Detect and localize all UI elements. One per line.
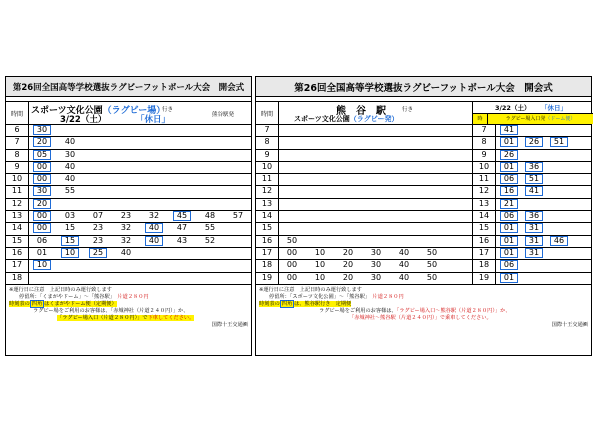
- right-note-5b: 乗車してください。: [444, 314, 492, 321]
- departure-minute: 06: [36, 235, 48, 245]
- departure-minute: 10: [314, 272, 326, 282]
- departure-minute: 40: [398, 272, 410, 282]
- left-note-5a: 「ラグビー場入口（片道２８０円）」で: [57, 314, 148, 321]
- right-notes: [256, 285, 591, 331]
- departure-minute: 30: [370, 247, 382, 257]
- sub-departure-minute: 01: [500, 137, 518, 147]
- left-header: [6, 102, 251, 125]
- left-row-hour: 12: [6, 199, 29, 210]
- right-sub-minutes: [496, 211, 591, 222]
- right-row-hour: 11: [256, 174, 279, 185]
- left-note-2: [9, 294, 248, 301]
- right-row-hour: 13: [256, 199, 279, 210]
- sub-departure-minute: 31: [525, 248, 543, 258]
- left-row: [6, 260, 251, 272]
- departure-minute: 23: [120, 211, 132, 221]
- right-sub-hour: 14: [473, 211, 496, 222]
- right-row: [256, 248, 591, 260]
- left-row-minutes: [29, 223, 251, 234]
- right-row-minutes: [279, 260, 473, 271]
- right-row-hour: 14: [256, 211, 279, 222]
- sub-departure-minute: 41: [500, 125, 518, 135]
- left-row-minutes: [29, 150, 251, 161]
- left-row-minutes: [29, 260, 251, 271]
- left-row: [6, 186, 251, 198]
- departure-minute: 20: [33, 137, 51, 147]
- left-row: [6, 162, 251, 174]
- sub-departure-minute: 06: [500, 211, 518, 221]
- left-row-hour: 14: [6, 223, 29, 234]
- left-time-label: 時間: [6, 102, 29, 124]
- right-sub-route-row: [473, 113, 593, 125]
- right-sub-minutes: [496, 236, 591, 247]
- right-row-minutes: [279, 273, 473, 284]
- right-row-hour: 10: [256, 162, 279, 173]
- right-row: [256, 150, 591, 162]
- right-sub-minutes: [496, 199, 591, 210]
- right-sub-route-paren: （ドーム便）: [545, 116, 576, 122]
- right-note-4b: 「ラグビー場入口～熊谷駅（片道２８０円）」か、: [396, 307, 511, 314]
- right-row-hour: 18: [256, 260, 279, 271]
- sub-departure-minute: 01: [500, 248, 518, 258]
- left-row: [6, 236, 251, 248]
- right-row-hour: 9: [256, 150, 279, 161]
- departure-minute: 40: [120, 247, 132, 257]
- departure-minute: 43: [176, 235, 188, 245]
- left-row: [6, 174, 251, 186]
- sub-departure-minute: 01: [500, 273, 518, 283]
- left-station-paren: （ラグビー場）: [102, 106, 166, 116]
- right-row-minutes: [279, 125, 473, 136]
- right-row: [256, 223, 591, 235]
- right-note-1: ※運行日に注意 上記日時のみ運行致します: [259, 286, 362, 293]
- departure-minute: 47: [176, 223, 188, 233]
- sub-departure-minute: 31: [525, 236, 543, 246]
- departure-minute: 48: [204, 211, 216, 221]
- right-row-minutes: [279, 248, 473, 259]
- left-note-5b: 下車してください。: [147, 314, 195, 321]
- right-row-minutes: [279, 186, 473, 197]
- right-row: [256, 125, 591, 137]
- left-row-hour: 17: [6, 260, 29, 271]
- sub-departure-minute: 06: [500, 174, 518, 184]
- right-row-minutes: [279, 162, 473, 173]
- departure-minute: 40: [145, 236, 163, 246]
- right-sub-minutes: [496, 162, 591, 173]
- right-note-3c: は、熊谷駅行き 定期便: [294, 300, 352, 307]
- left-row: [6, 273, 251, 285]
- left-note-2a: 停留所：「くまがやドーム」～「熊谷駅」: [19, 293, 113, 300]
- right-row-minutes: [279, 223, 473, 234]
- right-row-hour: 19: [256, 273, 279, 284]
- departure-minute: 40: [64, 137, 76, 147]
- departure-minute: 20: [342, 247, 354, 257]
- left-row-minutes: [29, 199, 251, 210]
- left-company: 国際十王交通㈱: [211, 321, 248, 328]
- right-row-minutes: [279, 137, 473, 148]
- right-sub-minutes: [496, 137, 591, 148]
- sub-departure-minute: 26: [525, 137, 543, 147]
- departure-minute: 00: [33, 162, 51, 172]
- departure-minute: 32: [120, 223, 132, 233]
- left-direction: 行き: [162, 107, 174, 113]
- right-row: [256, 186, 591, 198]
- departure-minute: 50: [426, 247, 438, 257]
- left-row-hour: 8: [6, 150, 29, 161]
- departure-minute: 00: [286, 247, 298, 257]
- departure-minute: 01: [36, 247, 48, 257]
- left-row: [6, 150, 251, 162]
- left-row-hour: 13: [6, 211, 29, 222]
- right-row: [256, 260, 591, 272]
- left-fare: 片道２８０円: [117, 293, 149, 300]
- right-row-hour: 7: [256, 125, 279, 136]
- right-fare: 片道２８０円: [372, 293, 404, 300]
- departure-minute: 20: [33, 199, 51, 209]
- right-sub-minutes: [496, 248, 591, 259]
- departure-minute: 55: [64, 186, 76, 196]
- departure-minute: 50: [426, 260, 438, 270]
- sub-departure-minute: 26: [500, 150, 518, 160]
- sub-departure-minute: 16: [500, 186, 518, 196]
- sub-departure-minute: 36: [525, 162, 543, 172]
- departure-minute: 55: [204, 223, 216, 233]
- left-date: 3/22（土）: [60, 115, 107, 125]
- departure-minute: 15: [64, 223, 76, 233]
- departure-minute: 40: [398, 260, 410, 270]
- sub-departure-minute: 06: [500, 260, 518, 270]
- departure-minute: 00: [33, 211, 51, 221]
- sub-departure-minute: 01: [500, 223, 518, 233]
- departure-minute: 45: [173, 211, 191, 221]
- right-row: [256, 236, 591, 248]
- departure-minute: 23: [92, 235, 104, 245]
- right-row: [256, 162, 591, 174]
- right-row-minutes: [279, 199, 473, 210]
- right-row-minutes: [279, 150, 473, 161]
- left-timetable: [5, 76, 252, 356]
- left-note-3: [9, 301, 248, 308]
- right-from: スポーツ文化公園: [294, 115, 350, 123]
- sub-departure-minute: 36: [525, 211, 543, 221]
- left-row-hour: 6: [6, 125, 29, 136]
- left-row-minutes: [29, 162, 251, 173]
- right-row-hour: 15: [256, 223, 279, 234]
- left-row: [6, 211, 251, 223]
- right-date: 3/22（土）: [495, 104, 531, 112]
- left-note-1: ※運行日に注意 上記日時のみ運行致します: [9, 286, 112, 293]
- departure-minute: 30: [370, 260, 382, 270]
- departure-minute: 07: [92, 211, 104, 221]
- sub-departure-minute: 51: [525, 174, 543, 184]
- left-row-minutes: [29, 236, 251, 247]
- left-note-3c: はくまがやドーム便（定期便）: [44, 300, 117, 307]
- right-company: 国際十王交通㈱: [551, 321, 588, 328]
- right-sub-route: [488, 114, 593, 124]
- left-row-minutes: [29, 125, 251, 136]
- right-direction: 行き: [402, 107, 414, 113]
- right-sub-hour: 15: [473, 223, 496, 234]
- right-sub-hour: 9: [473, 150, 496, 161]
- sub-departure-minute: 31: [525, 223, 543, 233]
- right-note-5a: 「赤城神社～熊谷駅（片道２４０円）」で: [349, 314, 445, 321]
- left-row-minutes: [29, 137, 251, 148]
- right-header: [256, 102, 591, 125]
- left-row: [6, 248, 251, 260]
- departure-minute: 57: [232, 211, 244, 221]
- right-sub-hour: 8: [473, 137, 496, 148]
- left-square-label: 四角: [31, 300, 43, 307]
- left-row-hour: 7: [6, 137, 29, 148]
- right-sub-hour: 13: [473, 199, 496, 210]
- left-rows: [6, 125, 251, 285]
- left-row-minutes: [29, 248, 251, 259]
- right-row-minutes: [279, 211, 473, 222]
- right-sub-hour: 18: [473, 260, 496, 271]
- right-time-label: 時間: [256, 102, 279, 124]
- departure-minute: 40: [64, 161, 76, 171]
- right-from-station: [294, 114, 398, 124]
- right-sub-minutes: [496, 260, 591, 271]
- right-sub-minutes: [496, 125, 591, 136]
- left-row-minutes: [29, 174, 251, 185]
- right-sub-hour: 12: [473, 186, 496, 197]
- right-sub-header: [472, 102, 593, 124]
- departure-minute: 10: [314, 247, 326, 257]
- right-sub-hour: 7: [473, 125, 496, 136]
- right-sub-hour: 17: [473, 248, 496, 259]
- departure-minute: 20: [342, 272, 354, 282]
- left-row-hour: 16: [6, 248, 29, 259]
- departure-minute: 00: [33, 223, 51, 233]
- sub-departure-minute: 01: [500, 236, 518, 246]
- left-notes: [6, 285, 251, 331]
- sub-departure-minute: 21: [500, 199, 518, 209]
- left-row-hour: 9: [6, 162, 29, 173]
- departure-minute: 30: [64, 149, 76, 159]
- left-row-hour: 18: [6, 273, 29, 284]
- left-title: 第26回全国高等学校選抜ラグビーフットボール大会 開会式: [6, 77, 251, 97]
- right-station: 熊 谷 駅: [336, 106, 386, 117]
- right-row-minutes: [279, 174, 473, 185]
- sub-departure-minute: 41: [525, 186, 543, 196]
- right-sub-minutes: [496, 223, 591, 234]
- right-day-type: 「休日」: [541, 104, 567, 112]
- departure-minute: 05: [33, 150, 51, 160]
- departure-minute: 20: [342, 260, 354, 270]
- departure-minute: 32: [148, 211, 160, 221]
- departure-minute: 30: [33, 125, 51, 135]
- left-row-minutes: [29, 211, 251, 222]
- departure-minute: 40: [398, 247, 410, 257]
- right-sub-minutes: [496, 273, 591, 284]
- right-row-hour: 17: [256, 248, 279, 259]
- departure-minute: 15: [61, 236, 79, 246]
- left-row: [6, 125, 251, 137]
- right-row: [256, 137, 591, 149]
- right-sub-hour: 19: [473, 273, 496, 284]
- departure-minute: 10: [61, 248, 79, 258]
- left-row-hour: 15: [6, 236, 29, 247]
- right-sub-minutes: [496, 150, 591, 161]
- right-note-4a: ラグビー場をご利用のお客様は、: [319, 307, 397, 314]
- right-note-5: [259, 315, 588, 322]
- departure-minute: 00: [33, 174, 51, 184]
- departure-minute: 50: [426, 272, 438, 282]
- left-row: [6, 223, 251, 235]
- sub-departure-minute: 46: [550, 236, 568, 246]
- departure-minute: 40: [64, 174, 76, 184]
- left-note-3a: 時刻表の: [9, 300, 30, 307]
- departure-minute: 32: [120, 235, 132, 245]
- right-row-hour: 12: [256, 186, 279, 197]
- right-note-3: [259, 301, 588, 308]
- departure-minute: 00: [286, 260, 298, 270]
- right-row-minutes: [279, 236, 473, 247]
- left-note-4: ラグビー場をご利用のお客様は、「赤城神社（片道２４０円）」か、: [33, 307, 189, 314]
- right-row: [256, 199, 591, 211]
- departure-minute: 23: [92, 223, 104, 233]
- right-sub-minutes: [496, 174, 591, 185]
- left-day-type: 「休日」: [136, 115, 171, 125]
- departure-minute: 30: [370, 272, 382, 282]
- right-row-hour: 8: [256, 137, 279, 148]
- right-row: [256, 174, 591, 186]
- right-sub-hour: 16: [473, 236, 496, 247]
- right-sub-hour: 11: [473, 174, 496, 185]
- departure-minute: 10: [33, 260, 51, 270]
- left-row-minutes: [29, 186, 251, 197]
- right-note-2: [259, 294, 588, 301]
- right-row-hour: 16: [256, 236, 279, 247]
- sub-departure-minute: 51: [550, 137, 568, 147]
- left-note-5: [9, 315, 248, 322]
- right-row: [256, 273, 591, 285]
- right-sub-minutes: [496, 186, 591, 197]
- departure-minute: 52: [204, 235, 216, 245]
- departure-minute: 50: [286, 235, 298, 245]
- right-row: [256, 211, 591, 223]
- departure-minute: 00: [286, 272, 298, 282]
- right-title: 第26回全国高等学校選抜ラグビーフットボール大会 開会式: [256, 77, 591, 97]
- right-note-4: [259, 308, 588, 315]
- right-rows: [256, 125, 591, 285]
- right-note-3a: 時刻表の: [259, 300, 280, 307]
- left-row-hour: 11: [6, 186, 29, 197]
- left-station: スポーツ文化公園: [31, 106, 103, 116]
- departure-minute: 40: [145, 223, 163, 233]
- right-from-paren: （ラグビー発）: [349, 115, 399, 123]
- right-sub-time-label: 時: [473, 114, 488, 124]
- left-origin: 熊谷駅発: [212, 112, 235, 118]
- left-row: [6, 137, 251, 149]
- right-sub-hour: 10: [473, 162, 496, 173]
- right-sub-route-label: ラグビー場入口発: [505, 116, 546, 122]
- departure-minute: 03: [64, 211, 76, 221]
- departure-minute: 30: [33, 186, 51, 196]
- right-timetable: [255, 76, 592, 356]
- departure-minute: 25: [89, 248, 107, 258]
- departure-minute: 10: [314, 260, 326, 270]
- left-row-hour: 10: [6, 174, 29, 185]
- sub-departure-minute: 01: [500, 162, 518, 172]
- left-row-minutes: [29, 273, 251, 284]
- right-square-label: 四角: [281, 300, 293, 307]
- left-row: [6, 199, 251, 211]
- right-note-2a: 停留所：「スポーツ文化公園」～「熊谷駅」: [269, 293, 368, 300]
